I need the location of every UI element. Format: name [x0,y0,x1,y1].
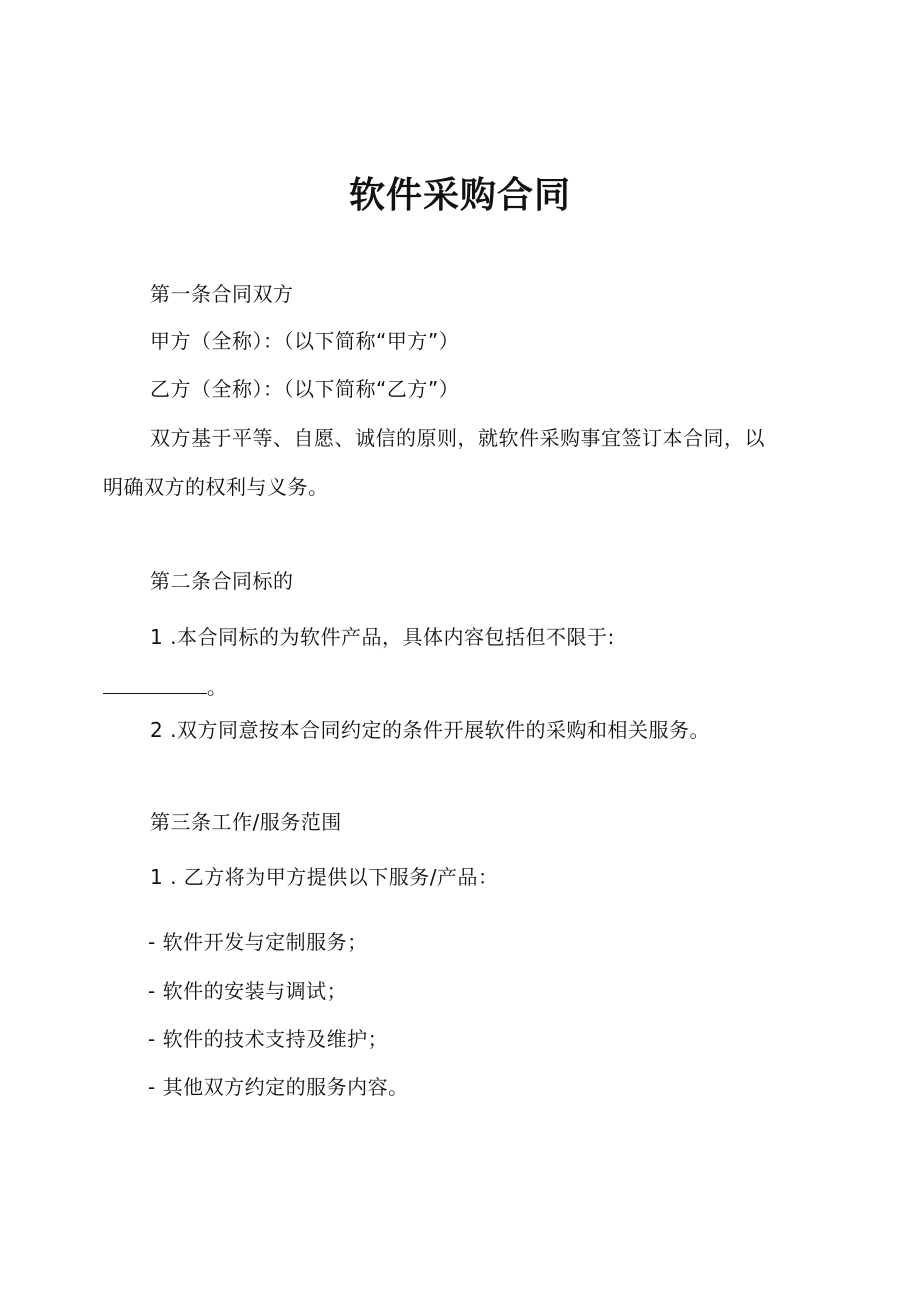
document-title: 软件采购合同 [348,175,571,216]
article-2-item-1-blank [103,672,227,702]
article-1-paragraph-line-1: 双方基于平等、自愿、诚信的原则，就软件采购事宜签订本合同，以 [150,426,765,450]
article-3-heading: 第三条工作/服务范围 [150,810,342,834]
article-2-item-1: 1 .本合同标的为软件产品，具体内容包括但不限于: [150,625,615,649]
blank-tail-punctuation: 。 [207,675,227,699]
list-item: - 其他双方约定的服务内容。 [148,1075,409,1099]
article-3-item-1: 1 . 乙方将为甲方提供以下服务/产品： [150,865,499,889]
article-2-heading: 第二条合同标的 [150,569,294,593]
party-a-line: 甲方（全称）：（以下简称“甲方”） [150,329,460,353]
list-item: - 软件开发与定制服务； [148,930,368,954]
list-item: - 软件的安装与调试； [148,979,348,1003]
party-b-line: 乙方（全称）：（以下简称“乙方”） [150,377,460,401]
fill-in-blank-line [103,693,207,694]
article-1-heading: 第一条合同双方 [150,282,294,306]
article-2-item-2: 2 .双方同意按本合同约定的条件开展软件的采购和相关服务。 [150,718,710,742]
article-1-paragraph-line-2: 明确双方的权利与义务。 [103,475,329,499]
list-item: - 软件的技术支持及维护； [148,1027,389,1051]
